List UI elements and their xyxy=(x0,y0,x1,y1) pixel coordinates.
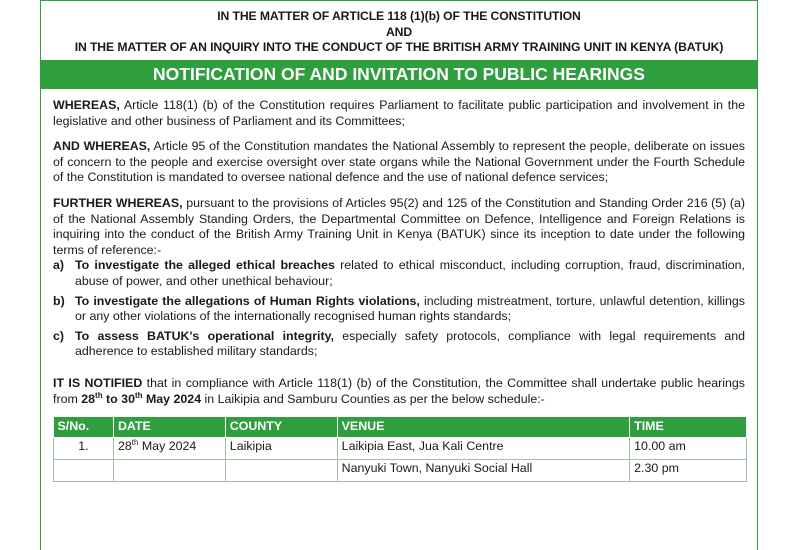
cell-date-day: 28 xyxy=(117,439,132,454)
cell-venue: Laikipia East, Jua Kali Centre xyxy=(337,438,629,460)
col-header-date: DATE xyxy=(113,417,225,438)
further-whereas-text: pursuant to the provisions of Articles 95(2) and 125 of the Constitution and Standing Order 216 (5) (a) of the National Assembly Standing Orders, the Departmental Committee on Defence, Intelligence and Foreign Relations is inquiring into the conduct of the British Army Training Unit in Kenya (BATUK) since its inception to date under the following terms of reference:- xyxy=(53,195,745,257)
cell-date-sup: th xyxy=(131,437,139,447)
cell-venue: Nanyuki Town, Nanyuki Social Hall xyxy=(337,460,629,482)
notification-banner: NOTIFICATION OF AND INVITATION TO PUBLIC HEARINGS xyxy=(40,60,758,89)
matter-line-3: IN THE MATTER OF AN INQUIRY INTO THE CONDUCT OF THE BRITISH ARMY TRAINING UNIT IN KENYA (BATUK) xyxy=(74,40,724,54)
matter-header xyxy=(41,1,757,60)
term-marker: b) xyxy=(53,293,65,308)
date-to: to 30 xyxy=(102,391,135,406)
cell-date xyxy=(113,438,225,460)
term-item xyxy=(53,258,745,289)
col-header-sno: S/No. xyxy=(54,417,114,438)
and-whereas-lead: AND WHEREAS, xyxy=(53,139,151,154)
cell-date xyxy=(113,460,225,482)
term-bold: To investigate the allegations of Human Rights violations, xyxy=(75,293,420,308)
term-bold: To investigate the alleged ethical breaches xyxy=(75,258,335,273)
col-header-time: TIME xyxy=(630,417,747,438)
term-rest: related to ethical misconduct, including corruption, fraud, discrimination, abuse of power, and other unethical behaviour; xyxy=(75,258,745,288)
matter-line-1: IN THE MATTER OF ARTICLE 118 (1)(b) OF THE CONSTITUTION xyxy=(217,9,581,23)
term-item xyxy=(53,329,745,360)
cell-county: Laikipia xyxy=(225,438,337,460)
cell-time: 2.30 pm xyxy=(630,460,747,482)
matter-line-2: AND xyxy=(385,24,413,39)
term-bold: To assess BATUK's operational integrity, xyxy=(75,328,334,343)
paragraph-notified xyxy=(53,376,745,407)
term-marker: c) xyxy=(53,328,65,343)
cell-date-rest: May 2024 xyxy=(138,439,197,454)
paragraph-further-whereas xyxy=(53,196,745,258)
term-text xyxy=(75,258,745,289)
and-whereas-text: Article 95 of the Constitution mandates the National Assembly to represent the people, deliberate on issues of concern to the people and exercise oversight over state organs while the National Government under the Fourth Schedule of the Constitution is mandated to oversee national defence and the use of national defence services; xyxy=(53,139,746,185)
hearing-dates xyxy=(81,392,201,406)
whereas-text: Article 118(1) (b) of the Constitution requires Parliament to facilitate public participation and involvement in the legislative and other business of Parliament and its Committees; xyxy=(53,98,745,128)
notice-page xyxy=(40,0,758,550)
notified-lead: IT IS NOTIFIED xyxy=(53,375,143,390)
whereas-lead: WHEREAS, xyxy=(53,98,120,112)
term-text xyxy=(75,294,745,325)
notified-text-2: in Laikipia and Samburu Counties as per the below schedule:- xyxy=(201,391,545,406)
col-header-county: COUNTY xyxy=(225,417,337,438)
term-rest: including mistreatment, torture, unlawful detention, killings or any other violations of the internationally recognised human rights standards; xyxy=(75,293,745,324)
cell-sno xyxy=(54,460,114,482)
paragraph-and-whereas xyxy=(53,139,745,186)
cell-time: 10.00 am xyxy=(630,438,747,460)
term-marker: a) xyxy=(53,258,65,273)
paragraph-whereas xyxy=(53,98,745,129)
term-item xyxy=(53,294,745,325)
hearing-schedule-table xyxy=(53,416,747,482)
notified-text-1: that in compliance with Article 118(1) (b) of the Constitution, the Committee shall undertake public hearings from xyxy=(53,375,745,406)
date-from-sup: th xyxy=(95,390,103,400)
table-row xyxy=(54,438,747,460)
further-whereas-lead: FURTHER WHEREAS, xyxy=(53,195,183,210)
term-rest: especially safety protocols, compliance with legal requirements and adherence to established military standards; xyxy=(75,328,745,359)
cell-county xyxy=(225,460,337,482)
notice-body xyxy=(41,98,757,482)
date-from-day: 28 xyxy=(81,391,96,406)
terms-of-reference xyxy=(53,258,745,360)
table-row xyxy=(54,460,747,482)
date-month: May 2024 xyxy=(142,391,202,406)
schedule-header-row xyxy=(54,417,747,438)
cell-sno: 1. xyxy=(54,438,114,460)
term-text xyxy=(75,329,745,360)
col-header-venue: VENUE xyxy=(337,417,629,438)
date-to-sup: th xyxy=(134,390,143,400)
